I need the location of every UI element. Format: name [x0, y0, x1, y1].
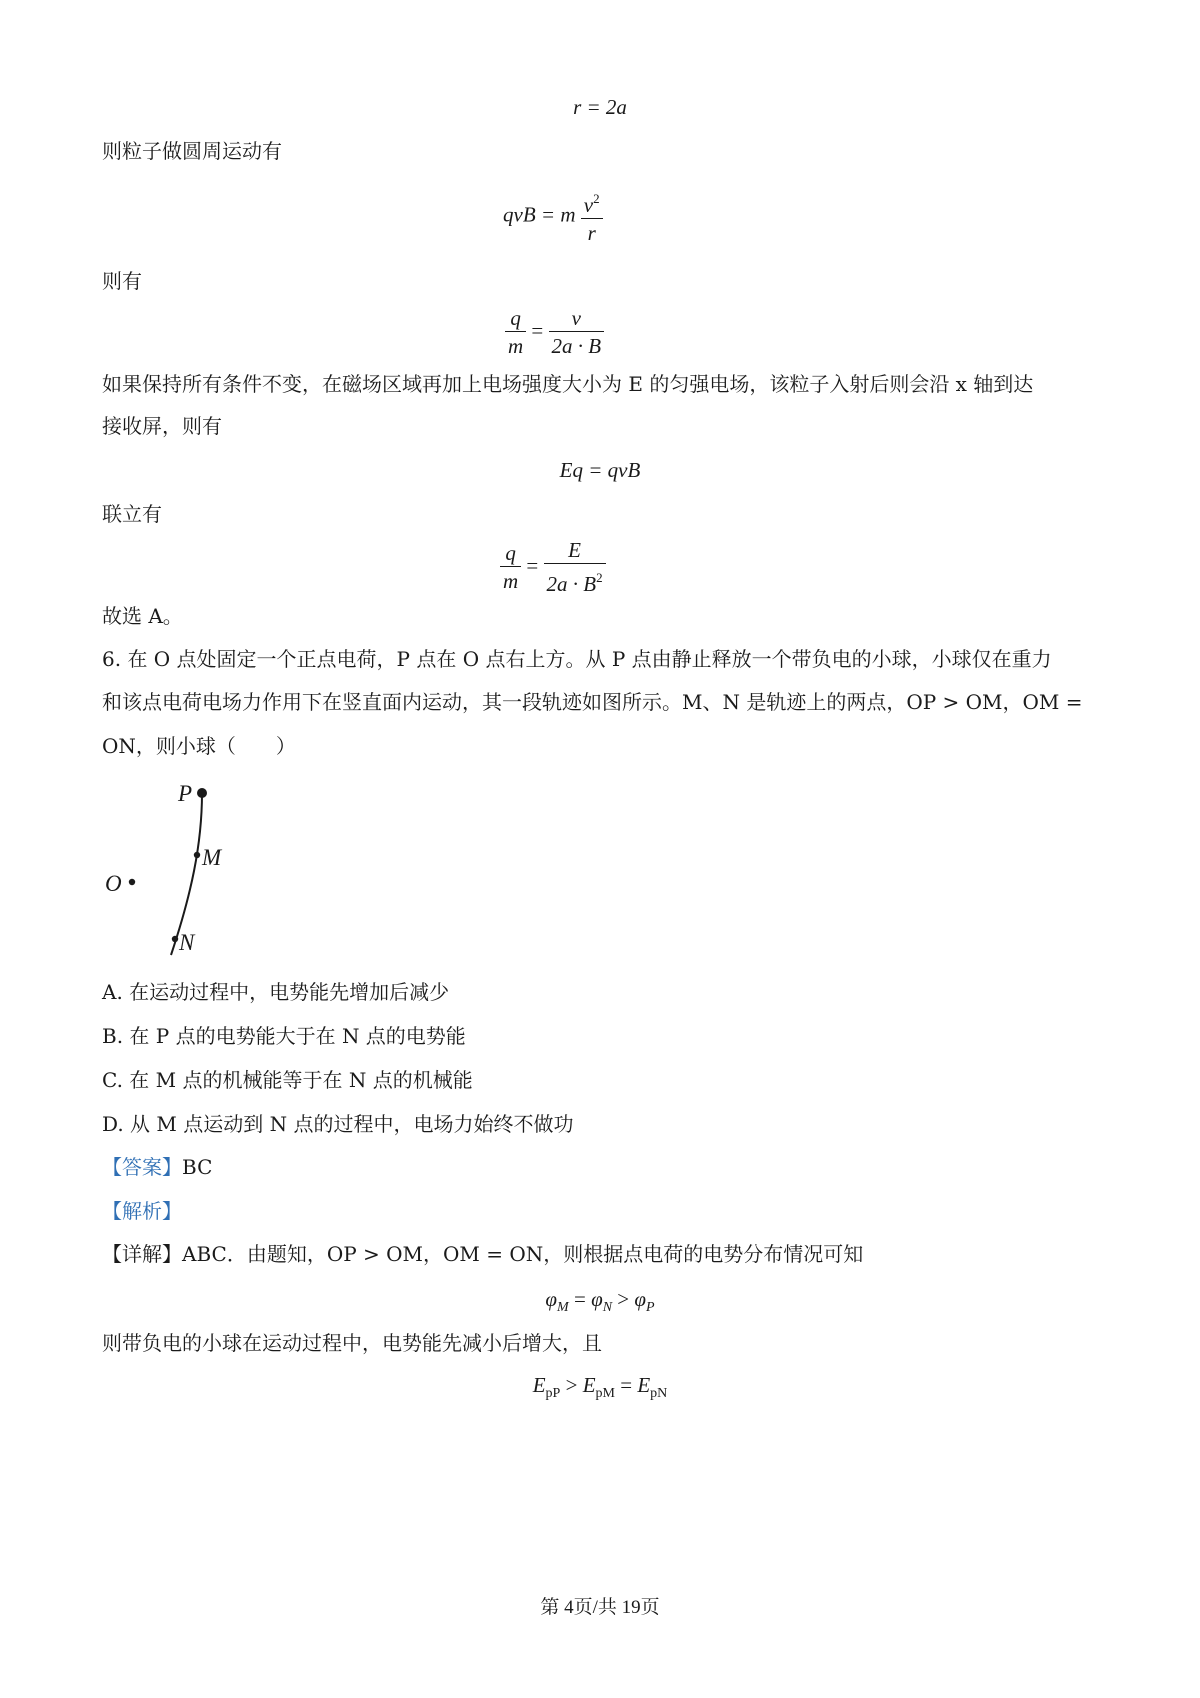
equals-sign: =	[526, 553, 539, 578]
equation-lhs: qvB = m	[503, 202, 576, 227]
phi-p-sub: P	[646, 1300, 655, 1315]
answer-line	[102, 1153, 212, 1181]
paragraph-electric-field-line2: 接收屏，则有	[102, 414, 222, 438]
phi-m: φ	[545, 1287, 558, 1311]
point-n-dot	[172, 936, 178, 942]
option-a: A. 在运动过程中，电势能先增加后减少	[102, 980, 450, 1004]
text-then: 则有	[102, 269, 142, 293]
label-p: P	[178, 781, 193, 806]
option-b: B. 在 P 点的电势能大于在 N 点的电势能	[102, 1024, 466, 1048]
equals-sign: =	[531, 318, 544, 343]
denominator: 2a · B	[546, 572, 597, 596]
ep-m-sub: pM	[595, 1386, 615, 1401]
ep-n: E	[637, 1373, 651, 1397]
numerator: v	[549, 305, 605, 332]
question-6-line1: 6. 在 O 点处固定一个正点电荷，P 点在 O 点右上方。从 P 点由静止释放一个带负电的小球，小球仅在重力	[102, 647, 1052, 671]
denominator: m	[503, 569, 519, 593]
answer-value: BC	[182, 1155, 213, 1179]
question-6-line2: 和该点电荷电场力作用下在竖直面内运动，其一段轨迹如图所示。M、N 是轨迹上的两点，OP > OM，OM =	[102, 690, 1083, 714]
analysis-tag: 【解析】	[102, 1199, 182, 1223]
numerator: v	[583, 193, 594, 217]
label-o: O	[105, 871, 122, 896]
ep-n-sub: pN	[650, 1386, 668, 1401]
denominator: m	[508, 334, 524, 358]
point-o-dot	[129, 879, 135, 885]
paragraph-electric-field-line1: 如果保持所有条件不变，在磁场区域再加上电场强度大小为 E 的匀强电场，该粒子入射后则会沿 x 轴到达	[102, 372, 1034, 396]
equation-potential-energy	[0, 1373, 1200, 1402]
text-energy-change: 则带负电的小球在运动过程中，电势能先减小后增大，且	[102, 1331, 602, 1355]
point-m-dot	[194, 852, 200, 858]
fraction	[581, 186, 603, 247]
ep-p: E	[532, 1373, 546, 1397]
text-combine: 联立有	[102, 502, 162, 526]
operator: =	[568, 1287, 592, 1311]
trajectory-svg	[95, 775, 255, 960]
detail-line	[102, 1240, 863, 1268]
detail-text: ABC．由题知，OP > OM，OM = ON，则根据点电荷的电势分布情况可知	[182, 1242, 864, 1266]
operator: =	[614, 1373, 638, 1397]
superscript: 2	[593, 191, 600, 206]
phi-n: φ	[591, 1287, 603, 1311]
phi-m-sub: M	[557, 1300, 569, 1315]
fraction-left	[505, 305, 526, 360]
label-m: M	[202, 845, 222, 870]
superscript: 2	[596, 570, 603, 585]
answer-tag: 【答案】	[102, 1155, 182, 1179]
denominator: 2a · B	[551, 334, 602, 358]
phi-p: φ	[634, 1287, 646, 1311]
equation-charge-mass-ratio-2	[500, 537, 606, 598]
point-p-dot	[197, 788, 207, 798]
phi-n-sub: N	[602, 1300, 613, 1315]
equation-radius: r = 2a	[573, 95, 627, 119]
ep-m: E	[582, 1373, 596, 1397]
equation-balance: Eq = qvB	[559, 458, 641, 482]
page-footer: 第 4页/共 19页	[540, 1597, 660, 1618]
denominator: r	[587, 221, 596, 245]
operator: >	[612, 1287, 635, 1311]
ep-p-sub: pP	[545, 1386, 561, 1401]
numerator: q	[500, 540, 521, 567]
option-d: D. 从 M 点运动到 N 点的过程中，电场力始终不做功	[102, 1112, 574, 1136]
detail-tag: 【详解】	[102, 1242, 182, 1266]
text-choose-a: 故选 A。	[102, 604, 183, 628]
text-circular-motion: 则粒子做圆周运动有	[102, 139, 282, 163]
equation-lorentz-force	[503, 186, 603, 247]
trajectory-figure	[95, 775, 255, 960]
equation-charge-mass-ratio-1	[505, 305, 604, 360]
operator: >	[560, 1373, 583, 1397]
fraction-right	[544, 537, 606, 598]
equation-potential	[0, 1287, 1200, 1316]
fraction-right	[549, 305, 605, 360]
numerator: E	[544, 537, 606, 564]
option-c: C. 在 M 点的机械能等于在 N 点的机械能	[102, 1068, 473, 1092]
fraction-left	[500, 540, 521, 595]
numerator: q	[505, 305, 526, 332]
label-n: N	[179, 930, 195, 955]
question-6-line3: ON，则小球（ ）	[102, 734, 296, 758]
